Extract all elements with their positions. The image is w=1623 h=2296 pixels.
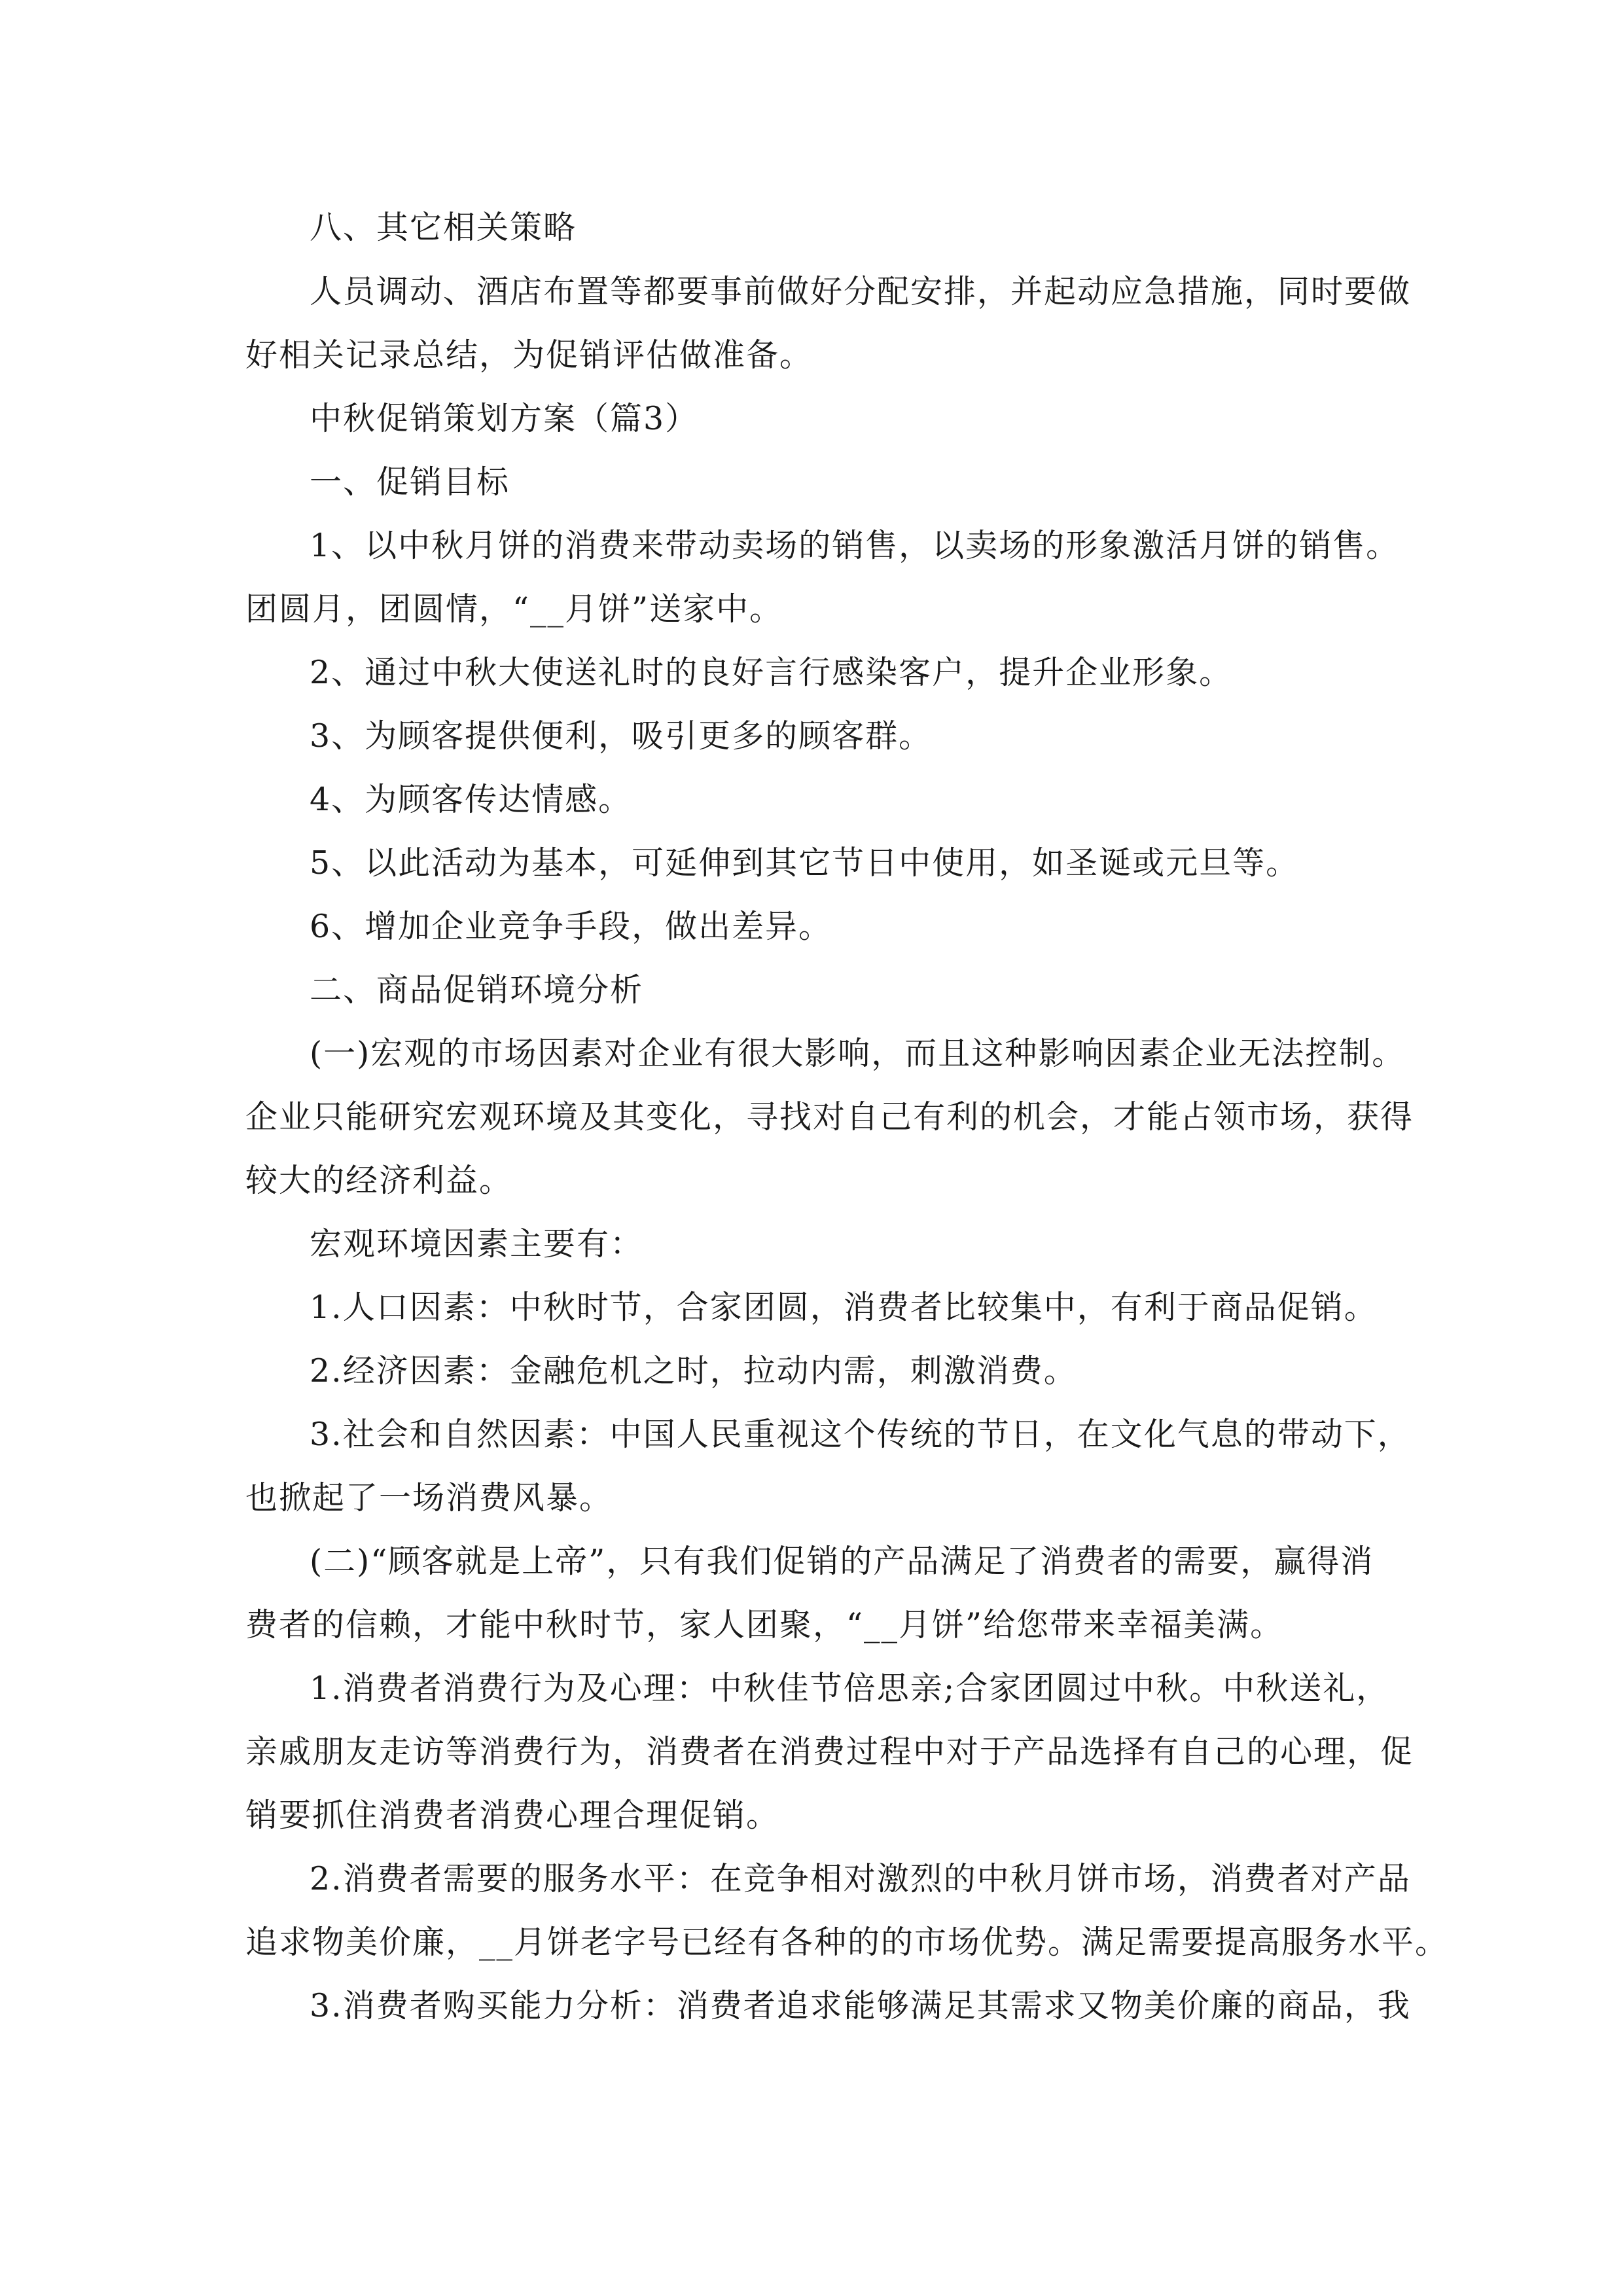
paragraph-line: 2.消费者需要的服务水平：在竞争相对激烈的中秋月饼市场，消费者对产品 [310, 1860, 1411, 1897]
paragraph-line: 较大的经济利益。 [245, 1162, 513, 1199]
paragraph-line: (一)宏观的市场因素对企业有很大影响，而且这种影响因素企业无法控制。 [310, 1035, 1406, 1072]
paragraph-line: 1、以中秋月饼的消费来带动卖场的销售，以卖场的形象激活月饼的销售。 [310, 527, 1400, 564]
paragraph-line: (二)“顾客就是上帝”，只有我们促销的产品满足了消费者的需要，赢得消 [310, 1543, 1374, 1580]
paragraph-line: 费者的信赖，才能中秋时节，家人团聚，“__月饼”给您带来幸福美满。 [245, 1606, 1284, 1643]
paragraph-line: 3.社会和自然因素：中国人民重视这个传统的节日，在文化气息的带动下， [310, 1416, 1411, 1453]
paragraph-line: 1.消费者消费行为及心理：中秋佳节倍思亲;合家团圆过中秋。中秋送礼， [310, 1670, 1390, 1707]
paragraph-line: 5、以此活动为基本，可延伸到其它节日中使用，如圣诞或元旦等。 [310, 844, 1300, 882]
paragraph-line: 宏观环境因素主要有： [310, 1225, 644, 1263]
paragraph-line: 团圆月，团圆情，“__月饼”送家中。 [245, 590, 783, 628]
paragraph-line: 2、通过中秋大使送礼时的良好言行感染客户，提升企业形象。 [310, 654, 1233, 691]
paragraph-line: 2.经济因素：金融危机之时，拉动内需，刺激消费。 [310, 1352, 1077, 1390]
section-heading: 二、商品促销环境分析 [310, 971, 644, 1009]
paragraph-line: 企业只能研究宏观环境及其变化，寻找对自己有利的机会，才能占领市场，获得 [245, 1098, 1414, 1136]
paragraph-line: 1.人口因素：中秋时节，合家团圆，消费者比较集中，有利于商品促销。 [310, 1289, 1378, 1326]
paragraph-line: 6、增加企业竞争手段，做出差异。 [310, 908, 832, 945]
paragraph-line: 也掀起了一场消费风暴。 [245, 1479, 613, 1516]
paragraph-line: 3、为顾客提供便利，吸引更多的顾客群。 [310, 717, 933, 755]
paragraph-line: 亲戚朋友走访等消费行为，消费者在消费过程中对于产品选择有自己的心理，促 [245, 1733, 1414, 1770]
paragraph-line: 销要抓住消费者消费心理合理促销。 [245, 1797, 780, 1834]
paragraph-line: 4、为顾客传达情感。 [310, 781, 632, 818]
paragraph-line: 好相关记录总结，为促销评估做准备。 [245, 336, 813, 374]
document-title: 中秋促销策划方案（篇3） [310, 400, 699, 437]
paragraph-line: 3.消费者购买能力分析：消费者追求能够满足其需求又物美价廉的商品，我 [310, 1987, 1411, 2024]
section-heading: 一、促销目标 [310, 463, 510, 501]
section-heading: 八、其它相关策略 [310, 209, 577, 246]
paragraph-line: 追求物美价廉，__月饼老字号已经有各种的的市场优势。满足需要提高服务水平。 [245, 1924, 1449, 1961]
paragraph-line: 人员调动、酒店布置等都要事前做好分配安排，并起动应急措施，同时要做 [310, 273, 1412, 310]
